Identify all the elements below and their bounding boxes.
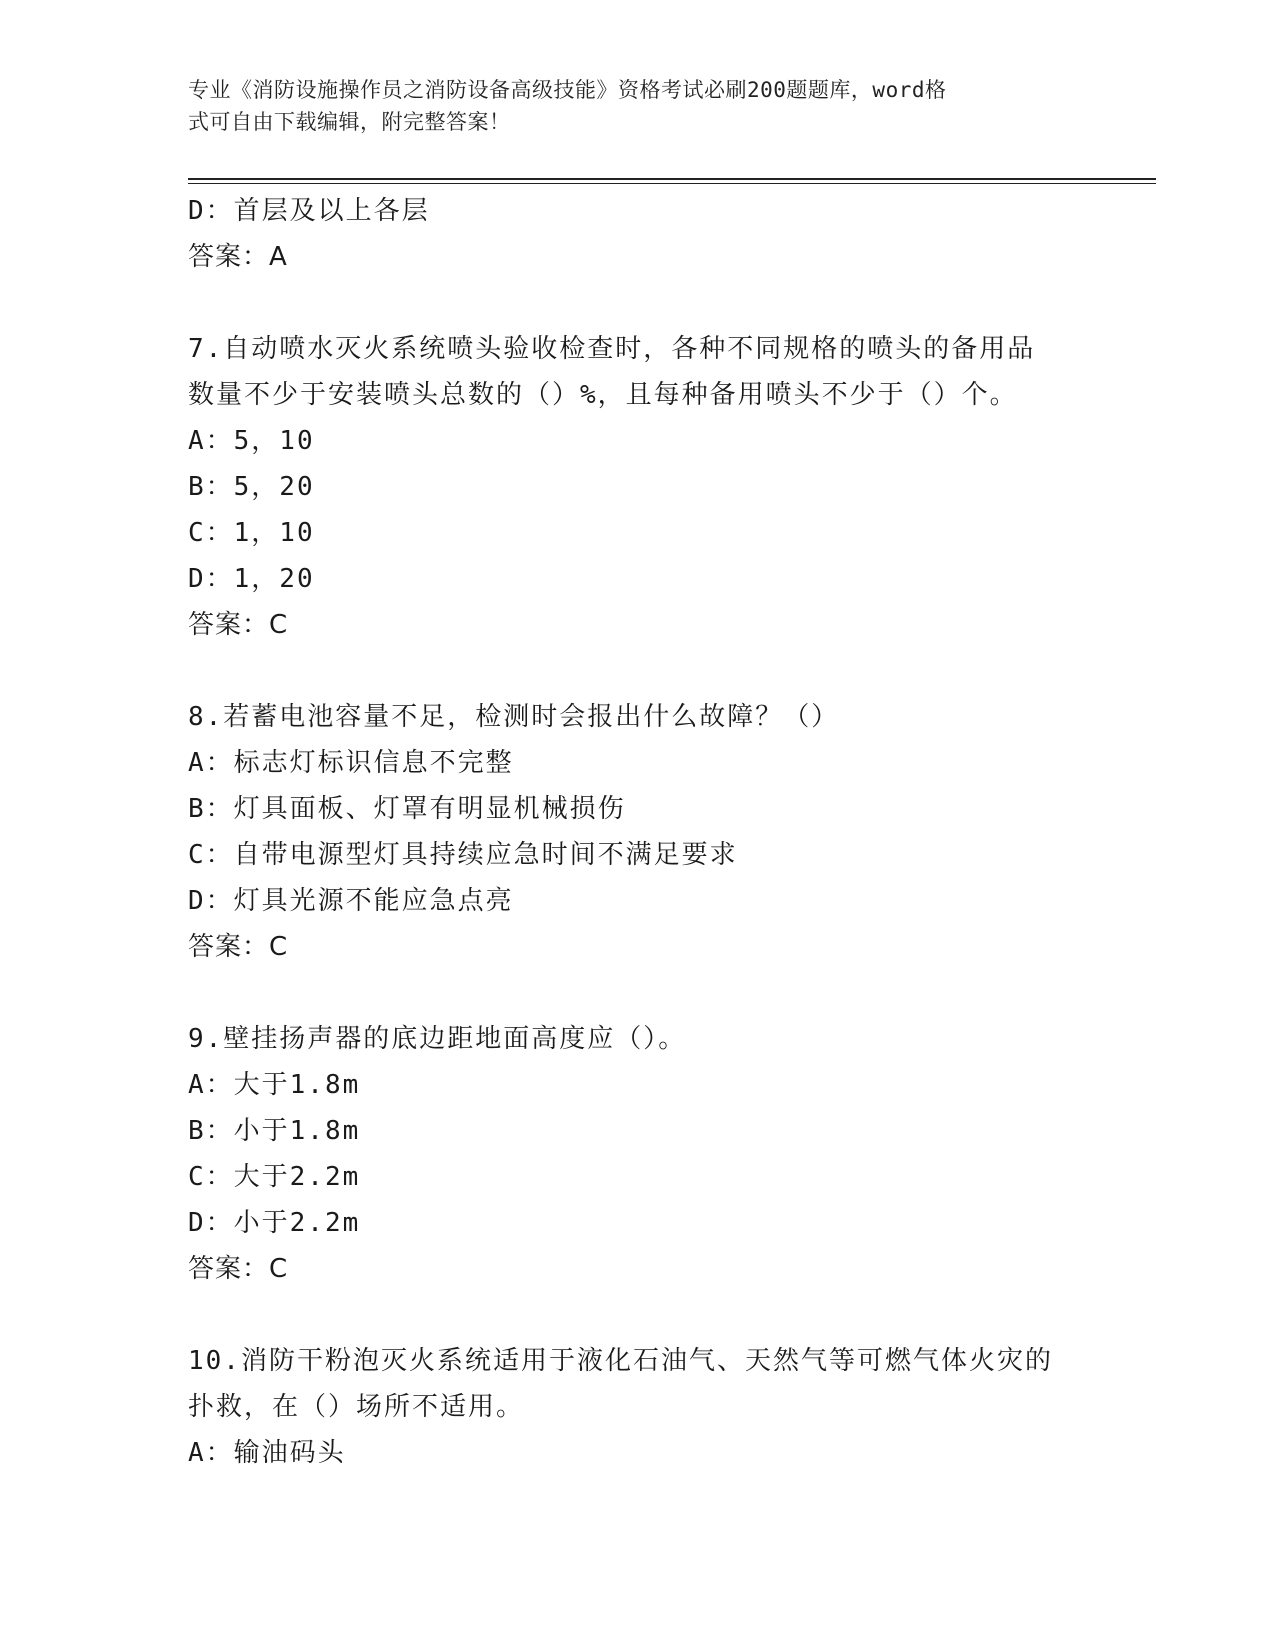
header-line-1: 专业《消防设施操作员之消防设备高级技能》资格考试必刷200题题库，word格 <box>188 78 947 102</box>
answer: 答案：C <box>188 932 289 962</box>
question-10 <box>188 1338 1088 1476</box>
option-b: B：小于1.8m <box>188 1116 361 1146</box>
option-c: C：1，10 <box>188 518 315 548</box>
spacer <box>188 1292 1088 1338</box>
spacer <box>188 280 1088 326</box>
header-divider-thick <box>188 178 1156 180</box>
option-a: A：标志灯标识信息不完整 <box>188 748 514 778</box>
question-stem: 7.自动喷水灭火系统喷头验收检查时，各种不同规格的喷头的备用品 <box>188 334 1036 364</box>
option-a: A：输油码头 <box>188 1438 346 1468</box>
document-header <box>188 74 1068 138</box>
document-body <box>188 188 1088 1476</box>
option-a: A：5，10 <box>188 426 315 456</box>
question-9 <box>188 1016 1088 1292</box>
option-c: C：自带电源型灯具持续应急时间不满足要求 <box>188 840 738 870</box>
spacer <box>188 970 1088 1016</box>
question-stem: 扑救，在（）场所不适用。 <box>188 1392 525 1422</box>
prev-answer: 答案：A <box>188 242 288 272</box>
answer: 答案：C <box>188 610 289 640</box>
spacer <box>188 648 1088 694</box>
answer: 答案：C <box>188 1254 289 1284</box>
header-line-2: 式可自由下载编辑，附完整答案！ <box>188 110 511 134</box>
question-7 <box>188 326 1088 648</box>
question-stem: 8.若蓄电池容量不足，检测时会报出什么故障？（） <box>188 702 840 732</box>
option-d: D：1，20 <box>188 564 315 594</box>
question-stem: 数量不少于安装喷头总数的（）%，且每种备用喷头不少于（）个。 <box>188 380 1018 410</box>
option-d: D：灯具光源不能应急点亮 <box>188 886 514 916</box>
option-c: C：大于2.2m <box>188 1162 361 1192</box>
question-8 <box>188 694 1088 970</box>
option-d: D：小于2.2m <box>188 1208 361 1238</box>
option-a: A：大于1.8m <box>188 1070 361 1100</box>
question-stem: 9.壁挂扬声器的底边距地面高度应（）。 <box>188 1024 687 1054</box>
option-b: B：灯具面板、灯罩有明显机械损伤 <box>188 794 626 824</box>
question-stem: 10.消防干粉泡灭火系统适用于液化石油气、天然气等可燃气体火灾的 <box>188 1346 1053 1376</box>
option-b: B：5，20 <box>188 472 315 502</box>
header-divider-thin <box>188 183 1156 184</box>
prev-option-d: D：首层及以上各层 <box>188 196 430 226</box>
